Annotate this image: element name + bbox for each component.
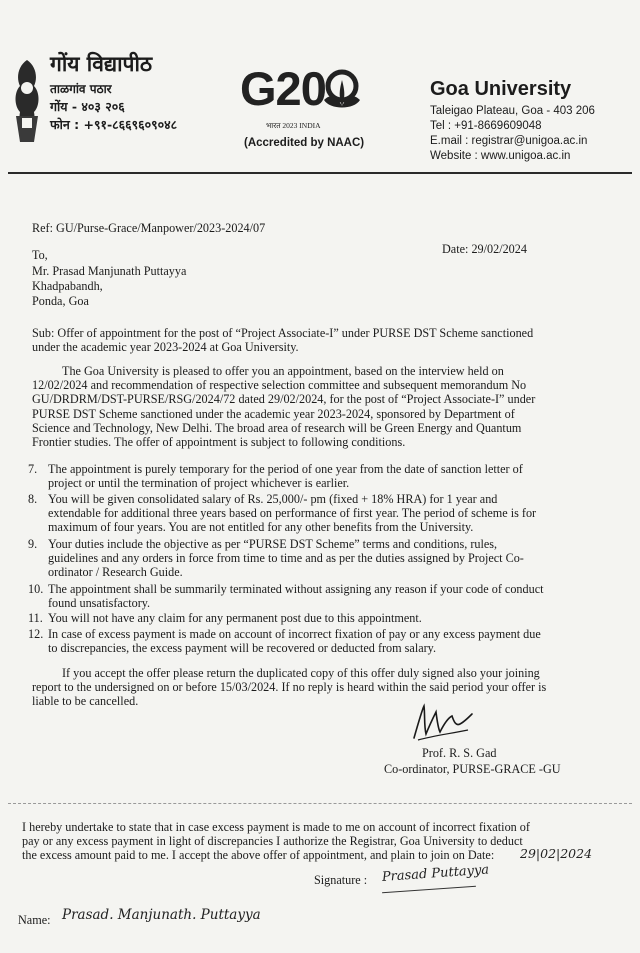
name-label: Name:	[18, 913, 51, 927]
condition-line: Your duties include the objective as per “PURSE DST Scheme” terms and conditions, rules,	[48, 537, 498, 551]
acceptance-separator	[8, 803, 632, 804]
university-telephone: Tel : +91-8669609048	[430, 120, 542, 132]
intro-line: Science and Technology, New Delhi. The broad area of research will be Green Energy and Quantum	[32, 420, 522, 435]
recipient-address	[32, 264, 186, 308]
acceptance-line: the excess amount paid to me. I accept the above offer of appointment, and plain to join on Date:	[22, 848, 495, 863]
acceptance-line: I hereby undertake to state that in case excess payment is made to me on account of incorrect fixation of	[22, 820, 530, 834]
closing-paragraph	[32, 666, 602, 709]
university-website: Website : www.unigoa.ac.in	[430, 150, 571, 162]
reference-number: Ref: GU/Purse-Grace/Manpower/2023-2024/07	[32, 221, 266, 235]
condition-number: 12.	[28, 627, 44, 641]
condition-item	[48, 462, 594, 490]
university-emblem-icon	[10, 56, 44, 148]
condition-number: 8.	[28, 492, 38, 506]
recipient-city: Ponda, Goa	[32, 293, 89, 308]
to-label: To,	[32, 248, 48, 262]
candidate-signature: Prasad Puttayya	[381, 862, 490, 885]
letter-date: Date: 29/02/2024	[442, 242, 527, 256]
condition-line: guidelines and any orders in force from time to time and as per the duties assigned by Project Co-	[48, 551, 524, 566]
condition-line: In case of excess payment is made on account of incorrect fixation of pay or any excess payment due	[48, 627, 541, 641]
condition-line: extendable for additional three years based on performance of first year. The period of scheme is for	[48, 506, 537, 521]
accreditation-text: (Accredited by NAAC)	[244, 137, 365, 149]
condition-number: 7.	[28, 462, 38, 476]
signature-label: Signature :	[314, 873, 368, 887]
condition-number: 11.	[28, 611, 43, 625]
condition-item	[48, 611, 594, 625]
handwritten-joining-date: 29|02|2024	[520, 846, 593, 861]
coordinator-signature-icon	[408, 700, 476, 746]
intro-line: PURSE DST Scheme sanctioned under the academic year 2023-2024, sponsored by Department of	[32, 406, 515, 421]
signatory-name: Prof. R. S. Gad	[422, 746, 497, 760]
intro-line: The Goa University is pleased to offer you an appointment, based on the interview held on	[62, 364, 504, 378]
condition-line: to discrepancies, the excess payment will be recovered or deducted from salary.	[48, 641, 437, 656]
condition-line: The appointment is purely temporary for the period of one year from the date of sanction letter of	[48, 462, 523, 476]
subject-text: Sub: Offer of appointment for the post of “Project Associate-I” under PURSE DST Scheme sanctioned	[32, 326, 534, 340]
condition-line: The appointment shall be summarily terminated without assigning any reason if your code of conduct	[48, 582, 544, 596]
closing-line: liable to be cancelled.	[32, 694, 139, 709]
recipient-name: Mr. Prasad Manjunath Puttayya	[32, 264, 187, 278]
subject-text: under the academic year 2023-2024 at Goa University.	[32, 340, 299, 355]
intro-line: GU/DRDRM/DST-PURSE/RSG/2024/72 dated 29/02/2024, for the post of “Project Associate-I” under	[32, 392, 536, 407]
condition-number: 10.	[28, 582, 44, 596]
condition-item	[48, 627, 594, 655]
subject-line	[32, 326, 608, 354]
lotus-earth-icon	[318, 66, 366, 114]
condition-line: ordinator / Research Guide.	[48, 565, 183, 580]
condition-item	[48, 582, 594, 610]
closing-line: report to the undersigned on or before 15/03/2024. If no reply is heard within the said period your offer is	[32, 680, 547, 695]
condition-line: project or until the termination of project whichever is earlier.	[48, 476, 350, 491]
university-address: Taleigao Plateau, Goa - 403 206	[430, 105, 595, 117]
condition-line: maximum of four years. You are not entitled for any other benefits from the University.	[48, 520, 474, 535]
condition-line: You will be given consolidated salary of Rs. 25,000/- pm (fixed + 18% HRA) for 1 year and	[48, 492, 498, 506]
letterhead-divider	[8, 172, 632, 174]
university-phone-marathi: फोन : +९१-८६६९६०९०४८	[50, 117, 178, 132]
signature-underline	[382, 886, 476, 894]
condition-item	[48, 537, 594, 580]
signatory-title: Co-ordinator, PURSE-GRACE -GU	[384, 762, 561, 776]
condition-line: found unsatisfactory.	[48, 596, 151, 611]
handwritten-name: Prasad. Manjunath. Puttayya	[62, 907, 261, 923]
g20-year-caption: भारत 2023 INDIA	[266, 121, 321, 130]
university-email: E.mail : registrar@unigoa.ac.in	[430, 135, 588, 147]
recipient-address-line: Khadpabandh,	[32, 278, 103, 293]
university-pin-marathi: गोंय - ४०३ २०६	[50, 99, 125, 114]
university-name-marathi: गोंय विद्यापीठ	[50, 52, 153, 76]
university-place-marathi: ताळगांव पठार	[50, 82, 112, 96]
condition-line: You will not have any claim for any permanent post due to this appointment.	[48, 611, 422, 625]
closing-line: If you accept the offer please return the duplicated copy of this offer duly signed also your joining	[62, 666, 540, 680]
condition-number: 9.	[28, 537, 38, 551]
intro-paragraph	[32, 364, 592, 449]
intro-line: Frontier studies. The offer of appointment is subject to following conditions.	[32, 435, 406, 450]
acceptance-line: pay or any excess payment in light of discrepancies I authorize the Registrar, Goa University to deduct	[22, 834, 523, 849]
intro-line: 12/02/2024 and recommendation of respective selection committee and subsequent memorandum No	[32, 378, 527, 393]
university-name-english: Goa University	[430, 78, 572, 100]
condition-item	[48, 492, 594, 535]
g20-logo: G20	[240, 62, 326, 115]
